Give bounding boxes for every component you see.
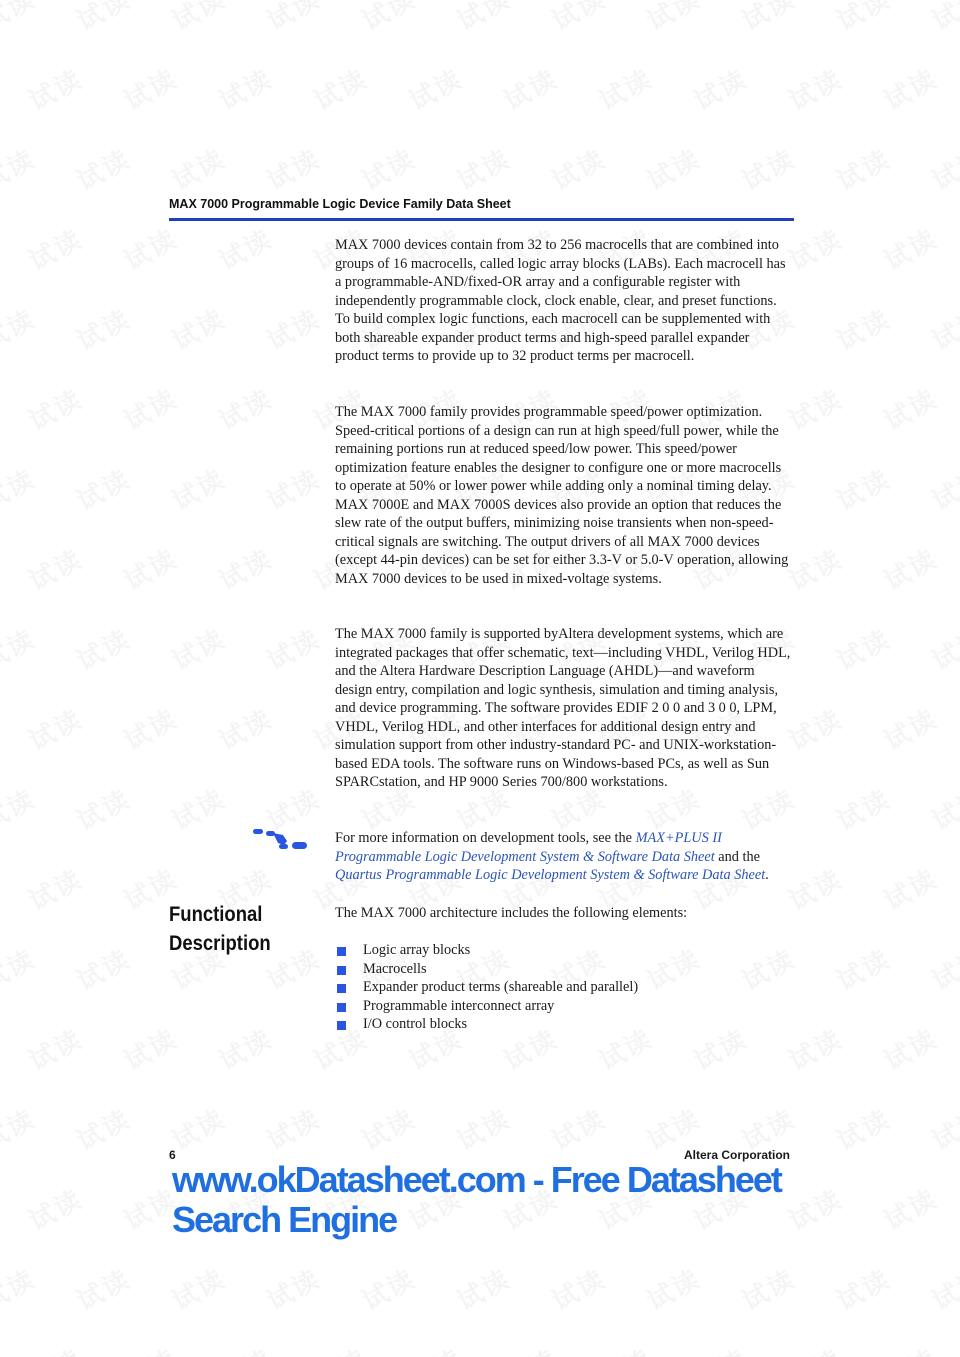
watermark-text <box>70 459 137 518</box>
watermark-text <box>70 619 137 678</box>
watermark-text <box>117 1339 184 1357</box>
watermark-text <box>70 1099 137 1158</box>
list-item: Expander product terms (shareable and parallel) <box>335 978 638 997</box>
watermark-text <box>70 139 137 198</box>
watermark-text <box>925 139 960 198</box>
note-middle: and the <box>714 848 760 865</box>
watermark-text <box>307 1339 374 1357</box>
watermark-text <box>165 619 232 678</box>
watermark-text <box>22 219 89 278</box>
watermark-text <box>355 139 422 198</box>
watermark-text <box>830 1259 897 1318</box>
footer-company: Altera Corporation <box>683 1148 790 1162</box>
watermark-text <box>0 1099 41 1158</box>
watermark-text <box>877 379 944 438</box>
watermark-text <box>640 1259 707 1318</box>
watermark-text <box>877 1179 944 1238</box>
watermark-text <box>165 139 232 198</box>
watermark-text <box>925 459 960 518</box>
watermark-text <box>355 1099 422 1158</box>
watermark-text <box>355 0 422 38</box>
watermark-text <box>830 1099 897 1158</box>
watermark-text <box>212 699 279 758</box>
watermark-text <box>22 539 89 598</box>
watermark-text <box>640 139 707 198</box>
watermark-text <box>22 379 89 438</box>
watermark-text <box>735 139 802 198</box>
watermark-text <box>212 379 279 438</box>
watermark-text <box>165 779 232 838</box>
watermark-text <box>545 139 612 198</box>
watermark-text <box>260 139 327 198</box>
note-suffix: . <box>765 867 769 883</box>
watermark-text <box>70 779 137 838</box>
watermark-text <box>70 0 137 38</box>
bullet-square-icon <box>337 1021 346 1030</box>
note-prefix: For more information on development tools, see the <box>335 830 636 846</box>
website-banner[interactable]: www.okDatasheet.com - Free Datasheet Search Engine <box>172 1159 781 1240</box>
watermark-text <box>925 0 960 38</box>
watermark-text <box>260 299 327 358</box>
watermark-text <box>687 1019 754 1078</box>
watermark-text <box>70 939 137 998</box>
watermark-text <box>212 539 279 598</box>
watermark-text <box>0 459 41 518</box>
paragraph-speed-power: The MAX 7000 family provides programmable speed/power optimization. Speed-critical portions of a design can run at high speed/full power, while the remaining portions run at reduced speed/low power. This speed/power optimization feature enables the designer to configure one or more macrocells to operate at 50% or lower power while adding only a nominal timing delay. MAX 7000E and MAX 7000S devices also provide an option that reduces the slew rate of the output buffers, minimizing noise transients when non-speed-critical signals are switching. The output drivers of all MAX 7000 devices (except 44-pin devices) can be set for either 3.3-V or 5.0-V operation, allowing MAX 7000 devices to be used in mixed-voltage systems. <box>335 404 789 587</box>
watermark-text <box>260 459 327 518</box>
watermark-text <box>782 1339 849 1357</box>
watermark-text <box>545 1259 612 1318</box>
watermark-text <box>117 379 184 438</box>
watermark-text <box>307 59 374 118</box>
watermark-text <box>877 859 944 918</box>
watermark-text <box>830 619 897 678</box>
list-item: Macrocells <box>335 960 638 979</box>
watermark-text <box>830 939 897 998</box>
watermark-text <box>830 299 897 358</box>
paragraph-macrocells: MAX 7000 devices contain from 32 to 256 macrocells that are combined into groups of 16 macrocells, called logic array blocks (LABs). Each macrocell has a programmable-AND/fixed-OR array and a configurable register with independently programmable clock, clock enable, clear, and preset functions. To build complex logic functions, each macrocell can be supplemented with both shareable expander product terms and high-speed parallel expander product terms to provide up to 32 product terms per macrocell. <box>335 237 786 364</box>
watermark-text <box>212 59 279 118</box>
watermark-text <box>450 139 517 198</box>
watermark-text <box>0 299 41 358</box>
architecture-intro: The MAX 7000 architecture includes the following elements: <box>335 905 688 921</box>
watermark-text <box>165 1259 232 1318</box>
watermark-text <box>925 1099 960 1158</box>
watermark-text <box>687 1339 754 1357</box>
footer-page-number: 6 <box>169 1148 176 1162</box>
watermark-text <box>212 1339 279 1357</box>
paragraph-development-systems: The MAX 7000 family is supported byAltera development systems, which are integrated packages that offer schematic, text—including VHDL, Verilog HDL, and the Altera Hardware Description Language (AHDL)—and waveform design entry, compilation and logic synthesis, simulation and timing analysis, and device programming. The software provides EDIF 2 0 0 and 3 0 0, LPM, VHDL, Verilog HDL, and other interfaces for additional design entry and simulation support from other industry-standard PC- and UNIX-workstation-based EDA tools. The software runs on Windows-based PCs, as well as Sun SPARCstation, and HP 9000 Series 700/800 workstations. <box>335 626 791 790</box>
watermark-text <box>22 1019 89 1078</box>
watermark-text <box>0 139 41 198</box>
watermark-text <box>545 0 612 38</box>
watermark-text <box>830 0 897 38</box>
watermark-text <box>165 459 232 518</box>
watermark-text <box>22 859 89 918</box>
watermark-text <box>592 59 659 118</box>
watermark-text <box>117 219 184 278</box>
watermark-text <box>782 1019 849 1078</box>
watermark-text <box>212 1019 279 1078</box>
watermark-text <box>830 459 897 518</box>
watermark-text <box>877 1339 944 1357</box>
watermark-text <box>165 0 232 38</box>
watermark-text <box>0 1259 41 1318</box>
quartus-datasheet-link[interactable]: Quartus Programmable Logic Development System & Software Data Sheet <box>335 867 766 883</box>
watermark-text <box>877 59 944 118</box>
watermark-text <box>735 0 802 38</box>
watermark-text <box>212 219 279 278</box>
watermark-text <box>117 699 184 758</box>
watermark-text <box>117 1019 184 1078</box>
watermark-text <box>925 779 960 838</box>
list-item: Logic array blocks <box>335 941 638 960</box>
watermark-text <box>925 1259 960 1318</box>
bullet-square-icon <box>337 984 346 993</box>
watermark-text <box>497 59 564 118</box>
watermark-text <box>925 299 960 358</box>
watermark-text <box>450 1099 517 1158</box>
watermark-text <box>402 1339 469 1357</box>
bullet-square-icon <box>337 1003 346 1012</box>
watermark-text <box>830 139 897 198</box>
maxplus-datasheet-link[interactable]: MAX+PLUS II Programmable Logic Development System & Software Data Sheet <box>335 830 722 865</box>
running-header-title: MAX 7000 Programmable Logic Device Family Data Sheet <box>169 197 511 211</box>
list-item: I/O control blocks <box>335 1015 638 1034</box>
header-rule <box>169 218 794 221</box>
section-heading: Functional Description <box>169 903 271 955</box>
watermark-text <box>22 1339 89 1357</box>
bullet-square-icon <box>337 966 346 975</box>
architecture-elements-list <box>335 941 638 1034</box>
tools-note <box>335 829 793 885</box>
watermark-text <box>877 1019 944 1078</box>
watermark-text <box>877 699 944 758</box>
watermark-text <box>165 299 232 358</box>
watermark-text <box>260 1259 327 1318</box>
watermark-text <box>117 539 184 598</box>
watermark-text <box>402 59 469 118</box>
watermark-text <box>830 779 897 838</box>
watermark-text <box>22 699 89 758</box>
watermark-text <box>545 1099 612 1158</box>
watermark-text <box>117 59 184 118</box>
pointing-hand-icon <box>251 825 309 853</box>
watermark-text <box>0 939 41 998</box>
watermark-text <box>70 1259 137 1318</box>
watermark-text <box>0 779 41 838</box>
watermark-text <box>925 939 960 998</box>
watermark-text <box>877 539 944 598</box>
watermark-text <box>687 59 754 118</box>
watermark-text <box>782 59 849 118</box>
watermark-text <box>497 1339 564 1357</box>
watermark-text <box>22 59 89 118</box>
watermark-text <box>735 939 802 998</box>
watermark-text <box>260 0 327 38</box>
watermark-text <box>355 1259 422 1318</box>
watermark-text <box>260 619 327 678</box>
watermark-text <box>592 1339 659 1357</box>
watermark-text <box>0 619 41 678</box>
watermark-text <box>640 939 707 998</box>
watermark-text <box>0 0 41 38</box>
watermark-text <box>22 1179 89 1238</box>
watermark-text <box>735 1259 802 1318</box>
watermark-text <box>260 1099 327 1158</box>
watermark-text <box>450 0 517 38</box>
watermark-text <box>877 219 944 278</box>
watermark-text <box>925 619 960 678</box>
watermark-text <box>70 299 137 358</box>
list-item: Programmable interconnect array <box>335 997 638 1016</box>
bullet-square-icon <box>337 947 346 956</box>
watermark-text <box>640 0 707 38</box>
watermark-text <box>450 1259 517 1318</box>
